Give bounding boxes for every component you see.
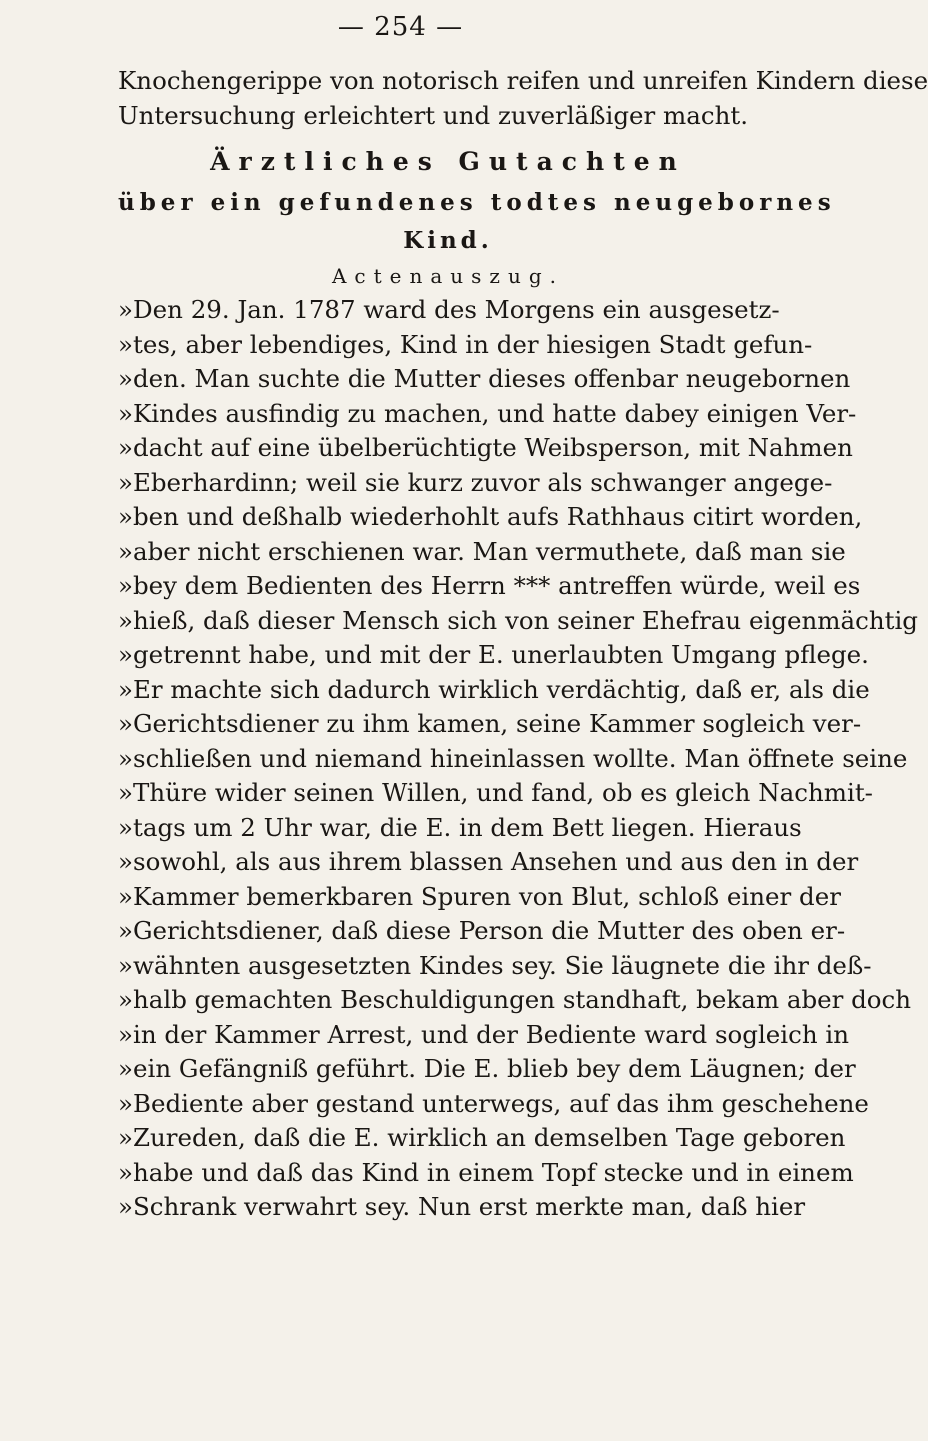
text-line: »bey dem Bedienten des Herrn *** antreffen würde, weil es — [118, 571, 861, 600]
text-line: »ein Gefängniß geführt. Die E. blieb bey dem Läugnen; der — [118, 1054, 856, 1083]
text-line: »halb gemachten Beschuldigungen standhaft, bekam aber doch — [118, 985, 912, 1014]
text-line: »schließen und niemand hineinlassen wollte. Man öffnete seine — [118, 743, 908, 773]
text-line: »getrennt habe, und mit der E. unerlaubten Umgang pflege. — [118, 640, 869, 669]
text-line: »Thüre wider seinen Willen, und fand, ob es gleich Nachmit- — [118, 778, 873, 807]
text-line: »tags um 2 Uhr war, die E. in dem Bett liegen. Hieraus — [118, 812, 802, 842]
text-line: »Kindes ausfindig zu machen, und hatte dabey einigen Ver- — [118, 398, 857, 428]
text-line: »Bediente aber gestand unterwegs, auf das ihm geschehene — [118, 1088, 869, 1118]
text-line: »dacht auf eine übelberüchtigte Weibsperson, mit Nahmen — [118, 433, 853, 462]
body-text — [118, 64, 928, 1225]
text-line: »tes, aber lebendiges, Kind in der hiesigen Stadt gefun- — [118, 329, 813, 359]
text-line: »habe und daß das Kind in einem Topf stecke und in einem — [118, 1157, 854, 1187]
paragraph — [118, 293, 918, 1225]
text-line: »Er machte sich dadurch wirklich verdächtig, daß er, als die — [118, 674, 870, 704]
text-line: »Den 29. Jan. 1787 ward des Morgens ein ausgesetz- — [118, 295, 780, 324]
text-line: »ben und deßhalb wiederhohlt aufs Rathhaus citirt worden, — [118, 502, 863, 531]
intro-line: Untersuchung erleichtert und zuverläßiger macht. — [118, 100, 749, 130]
text-line: »den. Man suchte die Mutter dieses offenbar neugebornen — [118, 364, 851, 393]
text-line: »Gerichtsdiener zu ihm kamen, seine Kammer sogleich ver- — [118, 709, 862, 738]
text-line: »Eberhardinn; weil sie kurz zuvor als schwanger angege- — [118, 467, 833, 497]
text-line: »hieß, daß dieser Mensch sich von seiner Ehefrau eigenmächtig — [118, 605, 918, 635]
text-line: »Schrank verwahrt sey. Nun erst merkte man, daß hier — [118, 1192, 806, 1221]
section-heading: Ärztliches Gutachten — [210, 147, 686, 176]
text-line: »Kammer bemerkbaren Spuren von Blut, schloß einer der — [118, 881, 841, 911]
text-line: »sowohl, als aus ihrem blassen Ansehen und aus den in der — [118, 847, 859, 876]
text-line: »in der Kammer Arrest, und der Bediente ward sogleich in — [118, 1019, 850, 1049]
section-subheading: über ein gefundenes todtes neugebornes — [118, 189, 836, 216]
section-note: Actenauszug. — [331, 264, 565, 288]
text-line: »Gerichtsdiener, daß diese Person die Mutter des oben er- — [118, 916, 846, 945]
text-line: »Zureden, daß die E. wirklich an demselben Tage geboren — [118, 1123, 846, 1152]
section-subheading-kind: Kind. — [403, 227, 493, 254]
intro-line: Knochengerippe von notorisch reifen und unreifen Kindern diese — [118, 66, 928, 95]
text-line: »aber nicht erschienen war. Man vermuthete, daß man sie — [118, 536, 846, 566]
page-number: — 254 — — [337, 12, 464, 42]
text-line: »wähnten ausgesetzten Kindes sey. Sie läugnete die ihr deß- — [118, 950, 872, 980]
